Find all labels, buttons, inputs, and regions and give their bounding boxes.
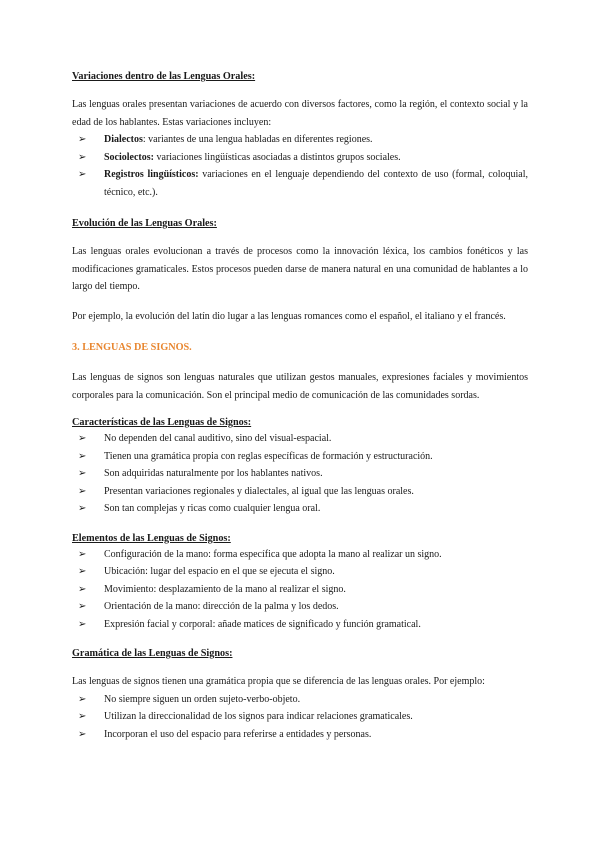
list-item xyxy=(72,616,528,634)
list-variaciones xyxy=(72,131,528,201)
arrow-bullet-icon: ➢ xyxy=(78,693,87,705)
term: Dialectos xyxy=(104,134,143,145)
heading-evolucion: Evolución de las Lenguas Orales: xyxy=(72,218,217,229)
list-item-text: Orientación de la mano: dirección de la palma y los dedos. xyxy=(104,601,339,612)
arrow-bullet-icon: ➢ xyxy=(78,503,87,514)
list-item-text: Tienen una gramática propia con reglas específicas de formación y estructuración. xyxy=(104,450,433,462)
arrow-bullet-icon: ➢ xyxy=(78,548,87,560)
arrow-bullet-icon: ➢ xyxy=(78,468,87,479)
list-item xyxy=(72,563,528,581)
list-item xyxy=(72,691,528,709)
list-item xyxy=(72,448,528,466)
list-item-text: Presentan variaciones regionales y dialectales, al igual que las lenguas orales. xyxy=(104,485,414,497)
list-item xyxy=(72,726,528,744)
arrow-bullet-icon: ➢ xyxy=(78,169,87,180)
list-item xyxy=(72,131,528,149)
arrow-bullet-icon: ➢ xyxy=(78,450,87,462)
section-title-lenguas-de-signos: 3. LENGUAS DE SIGNOS. xyxy=(72,342,192,353)
arrow-bullet-icon: ➢ xyxy=(78,728,87,740)
arrow-bullet-icon: ➢ xyxy=(78,711,87,722)
paragraph-ejemplo: Por ejemplo, la evolución del latín dio lugar a las lenguas romances como el español, el italiano y el francés. xyxy=(72,310,506,322)
list-item-text: Ubicación: lugar del espacio en el que se ejecuta el signo. xyxy=(104,566,335,577)
heading-elementos: Elementos de las Lenguas de Signos: xyxy=(72,532,231,544)
list-item xyxy=(72,598,528,616)
paragraph-gramatica-intro: Las lenguas de signos tienen una gramática propia que se diferencia de las lenguas orales. Por ejemplo: xyxy=(72,676,485,687)
heading-variaciones: Variaciones dentro de las Lenguas Orales: xyxy=(72,71,256,82)
list-item-text: Configuración de la mano: forma específica que adopta la mano al realizar un signo. xyxy=(104,548,442,560)
paragraph-lenguas-de-signos-intro: Las lenguas de signos son lenguas naturales que utilizan gestos manuales, expresiones faciales y movimientos corporales para la comunicación. Son el principal medio de comunicación de las comunidades sordas. xyxy=(72,372,528,401)
arrow-bullet-icon: ➢ xyxy=(78,151,87,163)
paragraph-variaciones-intro: Las lenguas orales presentan variaciones de acuerdo con diversos factores, como la región, el contexto social y la edad de los hablantes. Estas variaciones incluyen: xyxy=(72,99,528,128)
term: Sociolectos: xyxy=(104,151,154,163)
list-gramatica xyxy=(72,691,528,744)
list-item xyxy=(72,483,528,501)
list-item xyxy=(72,546,528,564)
list-item-text: Son tan complejas y ricas como cualquier lengua oral. xyxy=(104,503,321,514)
list-item-text: No dependen del canal auditivo, sino del visual-espacial. xyxy=(104,433,332,444)
arrow-bullet-icon: ➢ xyxy=(78,134,87,145)
list-caracteristicas xyxy=(72,430,528,518)
list-item xyxy=(72,708,528,726)
list-item xyxy=(72,581,528,599)
arrow-bullet-icon: ➢ xyxy=(78,566,87,577)
list-item-text: No siempre siguen un orden sujeto-verbo-objeto. xyxy=(104,693,301,705)
list-item-text: Incorporan el uso del espacio para referirse a entidades y personas. xyxy=(104,728,372,740)
term-description: : variantes de una lengua habladas en diferentes regiones. xyxy=(142,134,373,145)
list-item xyxy=(72,166,528,201)
heading-caracteristicas: Características de las Lenguas de Signos: xyxy=(72,417,252,428)
list-item-text: Movimiento: desplazamiento de la mano al realizar el signo. xyxy=(104,583,346,595)
list-item-text: Expresión facial y corporal: añade matices de significado y función gramatical. xyxy=(104,618,421,630)
arrow-bullet-icon: ➢ xyxy=(78,618,87,630)
arrow-bullet-icon: ➢ xyxy=(78,601,87,612)
arrow-bullet-icon: ➢ xyxy=(78,433,87,444)
list-item xyxy=(72,149,528,167)
list-item-text: Son adquiridas naturalmente por los hablantes nativos. xyxy=(104,468,323,479)
list-item xyxy=(72,465,528,483)
arrow-bullet-icon: ➢ xyxy=(78,485,87,497)
document-page xyxy=(72,70,528,743)
heading-gramatica: Gramática de las Lenguas de Signos: xyxy=(72,648,233,659)
term: Registros lingüísticos: xyxy=(104,169,199,180)
arrow-bullet-icon: ➢ xyxy=(78,583,87,595)
term-description: variaciones en el lenguaje dependiendo del contexto de uso (formal, coloquial, técnico, etc.). xyxy=(104,169,528,198)
list-item xyxy=(72,430,528,448)
term-description: variaciones lingüísticas asociadas a distintos grupos sociales. xyxy=(154,151,401,163)
list-item-text: Utilizan la direccionalidad de los signos para indicar relaciones gramaticales. xyxy=(104,711,413,722)
list-item xyxy=(72,500,528,518)
paragraph-evolucion: Las lenguas orales evolucionan a través de procesos como la innovación léxica, los cambios fonéticos y las modificaciones gramaticales. Estos procesos pueden darse de manera natural en una comunidad de hablantes a lo largo del tiempo. xyxy=(72,246,528,292)
list-elementos xyxy=(72,546,528,634)
